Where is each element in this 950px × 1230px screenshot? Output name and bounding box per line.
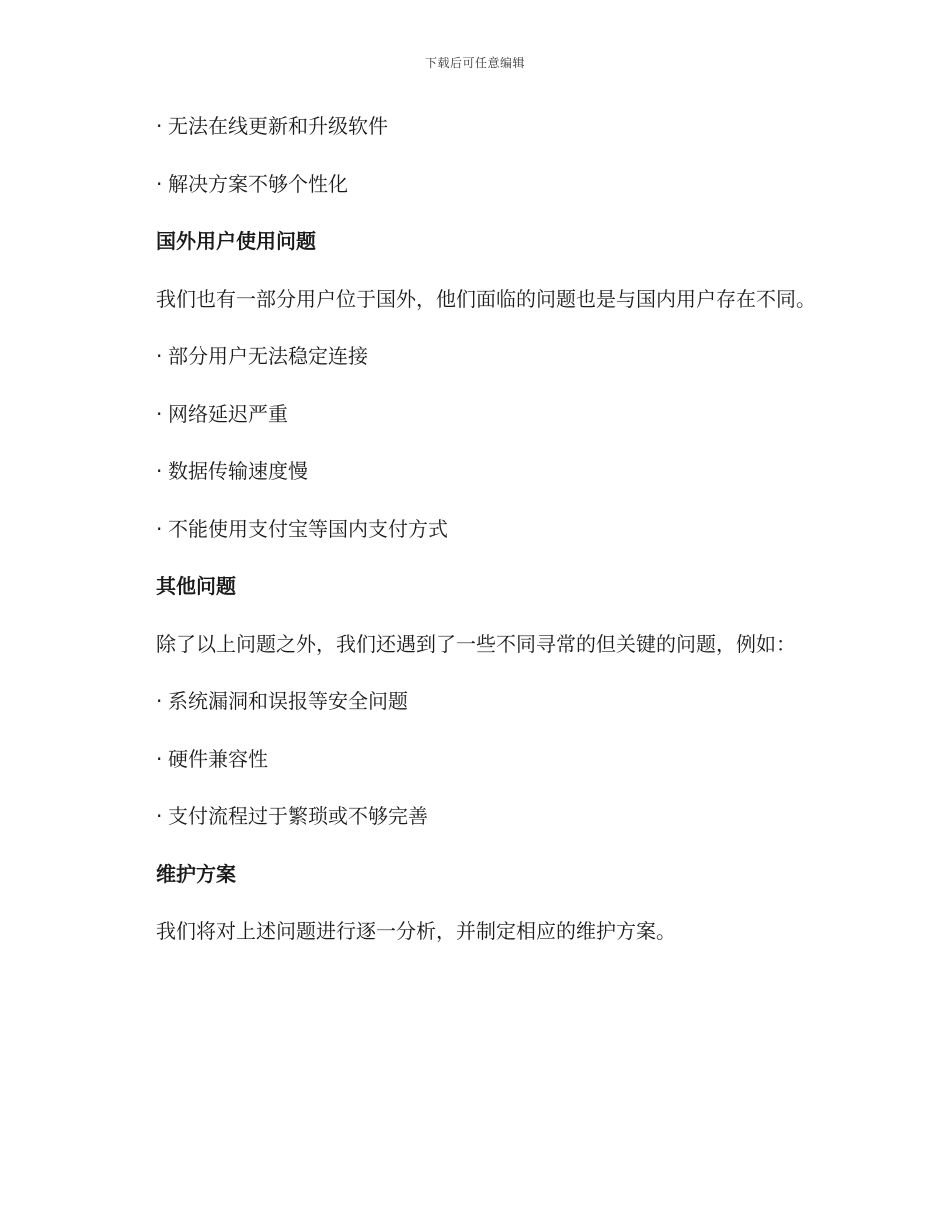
section-heading-maintenance-plan: 维护方案 bbox=[156, 861, 236, 886]
paragraph-foreign-users: 我们也有一部分用户位于国外，他们面临的问题也是与国内用户存在不同。 bbox=[156, 286, 816, 311]
bullet-icon: · bbox=[156, 401, 163, 426]
list-item-text: 数据传输速度慢 bbox=[168, 459, 308, 483]
list-item-text: 支付流程过于繁琐或不够完善 bbox=[168, 804, 428, 828]
paragraph-maintenance-plan: 我们将对上述问题进行逐一分析，并制定相应的维护方案。 bbox=[156, 919, 676, 943]
list-item bbox=[113, 794, 833, 838]
list-item bbox=[113, 737, 833, 781]
section-heading-foreign-users: 国外用户使用问题 bbox=[156, 229, 316, 253]
list-item bbox=[113, 392, 833, 436]
bullet-icon: · bbox=[156, 344, 163, 368]
list-item bbox=[113, 104, 833, 148]
list-item-text: 不能使用支付宝等国内支付方式 bbox=[168, 516, 448, 541]
list-item-text: 部分用户无法稳定连接 bbox=[168, 344, 368, 368]
bullet-icon: · bbox=[156, 171, 163, 196]
bullet-icon: · bbox=[156, 516, 163, 541]
bullet-icon: · bbox=[156, 689, 163, 713]
list-item bbox=[113, 449, 833, 493]
list-item-text: 硬件兼容性 bbox=[168, 746, 268, 771]
bullet-icon: · bbox=[156, 459, 163, 483]
section-heading-other-issues: 其他问题 bbox=[156, 574, 236, 598]
list-item bbox=[113, 507, 833, 551]
list-item bbox=[113, 334, 833, 378]
page-header-note: 下载后可任意编辑 bbox=[424, 56, 525, 70]
paragraph-other-issues: 除了以上问题之外，我们还遇到了一些不同寻常的但关键的问题，例如： bbox=[156, 631, 796, 656]
bullet-icon: · bbox=[156, 114, 163, 138]
list-item-text: 无法在线更新和升级软件 bbox=[168, 114, 388, 138]
list-item-text: 解决方案不够个性化 bbox=[168, 171, 348, 196]
list-item bbox=[113, 162, 833, 206]
document-body bbox=[113, 104, 833, 967]
list-item-text: 网络延迟严重 bbox=[168, 401, 288, 426]
list-item bbox=[113, 679, 833, 723]
bullet-icon: · bbox=[156, 746, 163, 771]
list-item-text: 系统漏洞和误报等安全问题 bbox=[168, 689, 408, 713]
bullet-icon: · bbox=[156, 804, 163, 828]
